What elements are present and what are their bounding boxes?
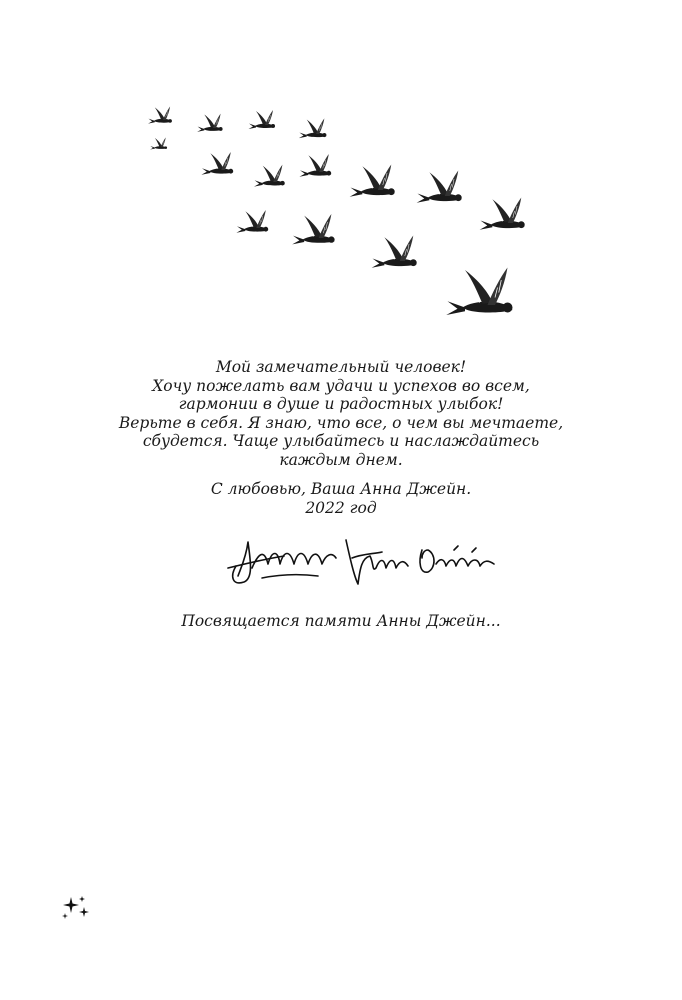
swallow-2 xyxy=(197,114,222,132)
swallow-11 xyxy=(480,198,525,230)
signoff-year: 2022 год xyxy=(305,498,377,517)
swallow-5 xyxy=(150,137,167,149)
message-line: Мой замечательный человек! xyxy=(215,358,467,376)
dedication-text: Посвящается памяти Анны Джейн... xyxy=(181,612,501,630)
message-line: гармонии в душе и радостных улыбок! xyxy=(178,395,504,414)
swallow-7 xyxy=(254,165,285,187)
sparkle-stars-icon xyxy=(60,893,92,921)
swallow-12 xyxy=(236,210,268,233)
signoff-line: С любовью, Ваша Анна Джейн. xyxy=(210,480,472,498)
message-line: Верьте в себя. Я знаю, что все, о чем вы мечтаете, xyxy=(118,413,564,432)
swallow-1 xyxy=(148,107,172,124)
swallow-3 xyxy=(249,110,276,129)
greeting-message xyxy=(0,358,682,470)
swallow-10 xyxy=(417,171,462,203)
swallow-8 xyxy=(299,154,331,177)
handwritten-signature xyxy=(222,528,502,590)
signoff xyxy=(0,480,682,517)
swallow-9 xyxy=(350,165,395,197)
swallow-4 xyxy=(299,118,327,138)
swallow-15 xyxy=(446,268,512,316)
swallow-14 xyxy=(372,236,417,268)
message-line: Хочу пожелать вам удачи и успехов во всем, xyxy=(152,376,530,395)
swallow-13 xyxy=(292,214,334,244)
message-line: каждым днем. xyxy=(279,450,403,469)
swallow-6 xyxy=(201,152,233,175)
message-line: сбудется. Чаще улыбайтесь и наслаждайтесь xyxy=(142,432,540,451)
swallows-flock-illustration xyxy=(140,95,550,330)
